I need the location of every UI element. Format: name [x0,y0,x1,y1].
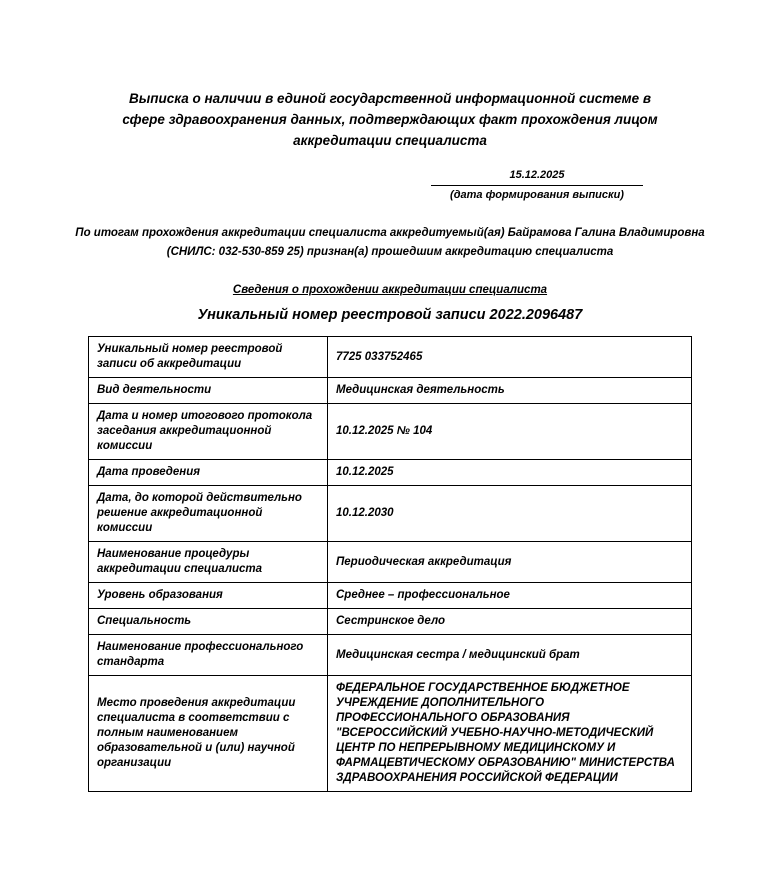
row-label: Специальность [89,609,328,635]
table-row [89,404,692,460]
registry-number-line: Уникальный номер реестровой записи 2022.2096487 [197,307,583,323]
row-value: 7725 033752465 [328,337,692,378]
table-row [89,676,692,792]
issue-date-caption: (дата формирования выписки) [450,189,624,201]
row-value: Периодическая аккредитация [328,542,692,583]
row-value: 10.12.2030 [328,486,692,542]
table-row [89,378,692,404]
issue-date-block [431,169,643,202]
table-row [89,486,692,542]
row-label: Наименование профессионального стандарта [89,635,328,676]
row-value: Медицинская деятельность [328,378,692,404]
row-label: Дата и номер итогового протокола заседания аккредитационной комиссии [89,404,328,460]
row-label: Вид деятельности [89,378,328,404]
row-label: Уникальный номер реестровой записи об аккредитации [89,337,328,378]
row-label: Дата проведения [89,460,328,486]
section-heading-text: Сведения о прохождении аккредитации специалиста [232,284,548,296]
accreditation-summary-paragraph: По итогам прохождения аккредитации специалиста аккредитуемый(ая) Байрамова Галина Владимировна (СНИЛС: 032-530-859 25) признан(а) прошедшим аккредитацию специалиста [75,227,705,258]
row-label: Наименование процедуры аккредитации специалиста [89,542,328,583]
row-label: Уровень образования [89,583,328,609]
issue-date-value: 15.12.2025 [431,169,643,186]
table-row [89,609,692,635]
accreditation-table-body [89,337,692,792]
table-row [89,460,692,486]
table-row [89,635,692,676]
row-value: Медицинская сестра / медицинский брат [328,635,692,676]
row-value: ФЕДЕРАЛЬНОЕ ГОСУДАРСТВЕННОЕ БЮДЖЕТНОЕ УЧРЕЖДЕНИЕ ДОПОЛНИТЕЛЬНОГО ПРОФЕССИОНАЛЬНОГО ОБРАЗОВАНИЯ "ВСЕРОССИЙСКИЙ УЧЕБНО-НАУЧНО-МЕТОДИЧЕСКИЙ ЦЕНТР ПО НЕПРЕРЫВНОМУ МЕДИЦИНСКОМУ И ФАРМАЦЕВТИЧЕСКОМУ ОБРАЗОВАНИЮ" МИНИСТЕРСТВА ЗДРАВООХРАНЕНИЯ РОССИЙСКОЙ ФЕДЕРАЦИИ [328,676,692,792]
accreditation-table [88,336,692,792]
row-value: Среднее – профессиональное [328,583,692,609]
row-label: Место проведения аккредитации специалиста в соответствии с полным наименованием образовательной и (или) научной организации [89,676,328,792]
row-value: 10.12.2025 [328,460,692,486]
table-row [89,542,692,583]
row-label: Дата, до которой действительно решение аккредитационной комиссии [89,486,328,542]
table-row [89,583,692,609]
row-value: Сестринское дело [328,609,692,635]
table-row [89,337,692,378]
row-value: 10.12.2025 № 104 [328,404,692,460]
section-heading [0,284,780,296]
document-title: Выписка о наличии в единой государственной информационной системе в сфере здравоохранения данных, подтверждающих факт прохождения лицом аккредитации специалиста [122,91,658,148]
